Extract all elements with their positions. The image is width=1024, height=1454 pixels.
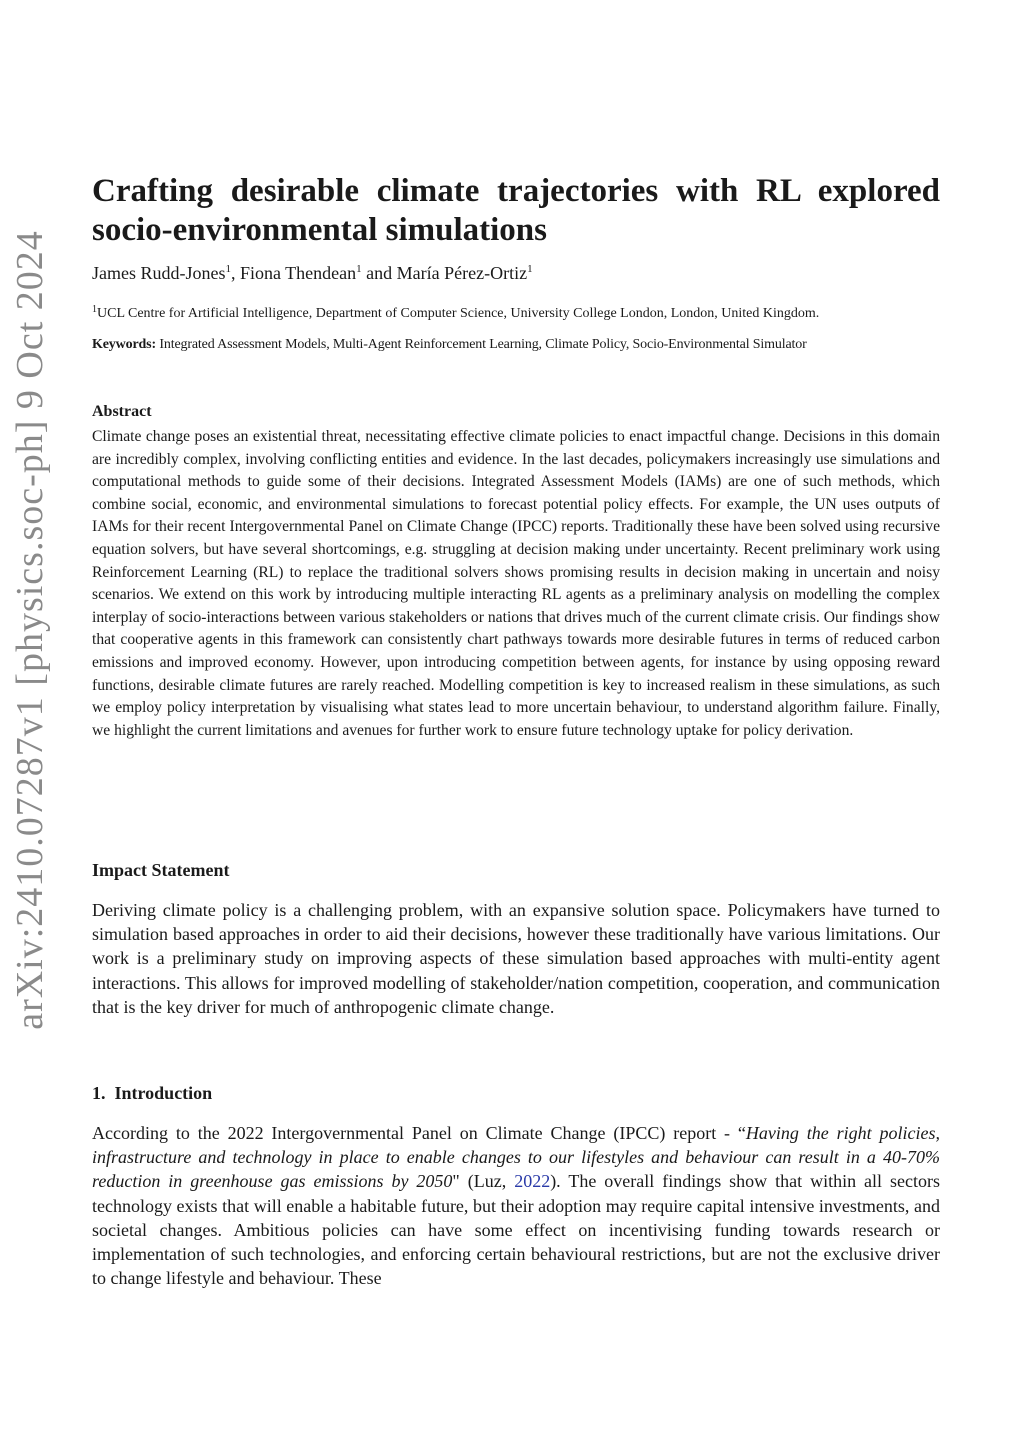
affiliation-marker: 1 <box>527 263 533 275</box>
affiliation-text: UCL Centre for Artificial Intelligence, Department of Computer Science, University College London, London, United Kingdom. <box>97 306 820 321</box>
author-separator: , <box>231 263 240 283</box>
impact-statement-heading: Impact Statement <box>92 860 230 880</box>
citation-link[interactable]: 2022 <box>514 1171 551 1192</box>
keywords <box>92 337 807 353</box>
author-list <box>92 263 533 284</box>
intro-text: ). The overall findings show that within all sectors technology exists that will enable a habitable future, but their adoption may require capital intensive investments, and societal changes. Ambitious policies can have some effect on incentivising funding towards research or implementation of such technologies, and enforcing certain behavioural restrictions, but are not the exclusive driver to change lifestyle and behaviour. These <box>92 1171 940 1289</box>
arxiv-identifier-stamp: arXiv:2410.07287v1 [physics.soc-ph] 9 Oct 2024 <box>9 230 51 1030</box>
abstract-body: Climate change poses an existential threat, necessitating effective climate policies to enact impactful change. Decisions in this domain are incredibly complex, involving conflicting entities and evidence. In the last decades, policymakers increasingly use simulations and computational methods to guide some of their decisions. Integrated Assessment Models (IAMs) are one of such methods, which combine social, economic, and environmental simulations to forecast potential policy effects. For example, the UN uses outputs of IAMs for their recent Intergovernmental Panel on Climate Change (IPCC) reports. Traditionally these have been solved using recursive equation solvers, but have several shortcomings, e.g. struggling at decision making under uncertainty. Recent preliminary work using Reinforcement Learning (RL) to replace the traditional solvers shows promising results in decision making in uncertain and noisy scenarios. We extend on this work by introducing multiple interacting RL agents as a preliminary analysis on modelling the complex interplay of socio-interactions between various stakeholders or nations that drives much of the current climate crisis. Our findings show that cooperative agents in this framework can consistently chart pathways towards more desirable futures in terms of reduced carbon emissions and improved economy. However, upon introducing competition between agents, for instance by using opposing reward functions, desirable climate futures are rarely reached. Modelling competition is key to increased realism in these simulations, as such we employ policy interpretation by visualising what states lead to more uncertain behaviour, to understand algorithm failure. Finally, we highlight the current limitations and avenues for further work to ensure future technology uptake for policy derivation. <box>92 428 940 739</box>
introduction-paragraph <box>92 1121 940 1290</box>
author-separator: and <box>361 263 397 283</box>
keywords-label: Keywords: <box>92 337 156 352</box>
impact-statement-body: Deriving climate policy is a challenging problem, with an expansive solution space. Policymakers have turned to simulation based approaches in order to aid their decisions, however these traditionally have various limitations. Our work is a preliminary study on improving aspects of these simulation based approaches with multi-entity agent interactions. This allows for improved modelling of stakeholder/nation competition, cooperation, and communication that is the key driver for much of anthropogenic climate change. <box>92 900 940 1017</box>
author-name: Fiona Thendean <box>240 263 357 283</box>
keywords-text: Integrated Assessment Models, Multi-Agent Reinforcement Learning, Climate Policy, Socio-Environmental Simulator <box>159 337 807 352</box>
affiliation <box>92 304 819 322</box>
ipcc-quote: Having the right policies, infrastructure and technology in place to enable changes to our lifestyles and behaviour can result in a 40-70% reduction in greenhouse gas emissions by 2050 <box>92 1123 940 1192</box>
title-line-1: Crafting desirable climate trajectories with RL explored <box>92 173 940 209</box>
intro-text: " (Luz, <box>452 1171 515 1192</box>
paper-title <box>92 172 940 250</box>
abstract-heading: Abstract <box>92 403 152 420</box>
section-heading-introduction: 1. Introduction <box>92 1083 213 1103</box>
title-line-2: socio-environmental simulations <box>92 212 547 248</box>
affiliation-marker: 1 <box>225 263 231 275</box>
author-name: James Rudd-Jones <box>92 263 226 283</box>
affiliation-marker: 1 <box>92 304 97 315</box>
intro-text: According to the 2022 Intergovernmental Panel on Climate Change (IPCC) report - “ <box>92 1123 746 1143</box>
affiliation-marker: 1 <box>356 263 362 275</box>
author-name: María Pérez-Ortiz <box>396 263 528 283</box>
